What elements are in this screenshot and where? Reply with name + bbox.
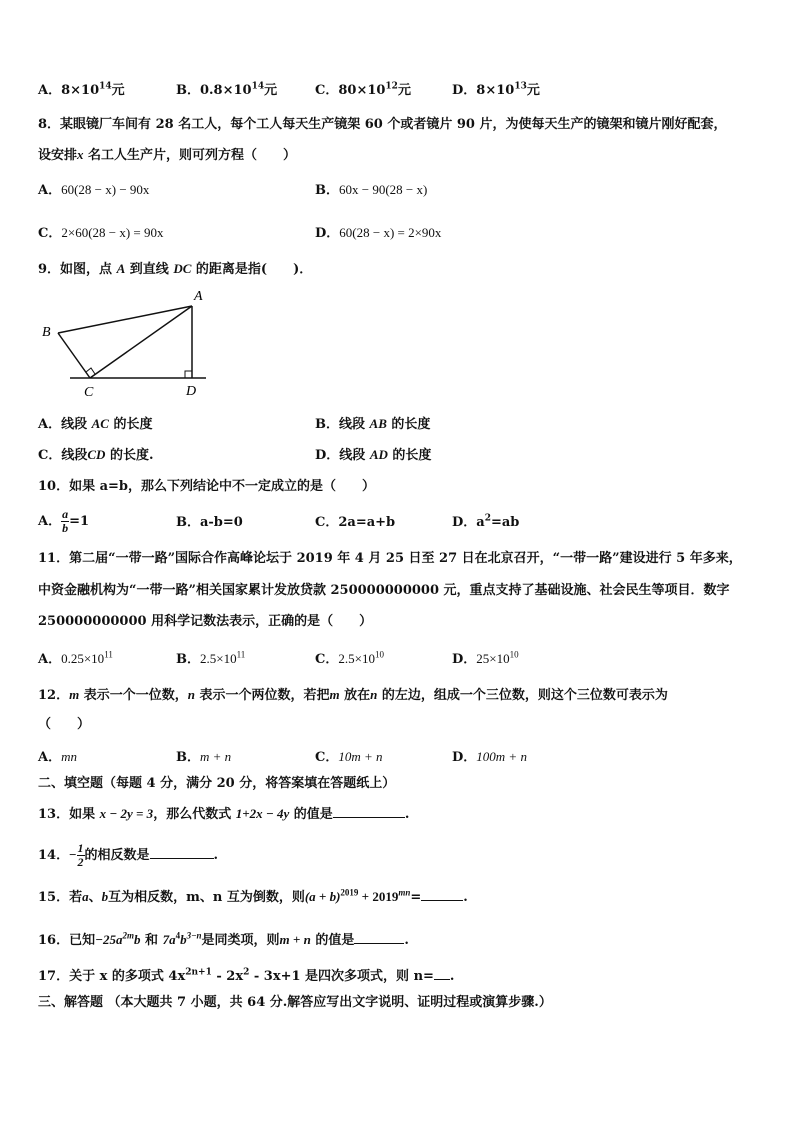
label-b: B [42, 325, 51, 340]
q15: 15．若a、b互为相反数，m、n 互为倒数，则$(a + b)^{2019} + 2019^{mn}=$ . [38, 887, 468, 905]
q9-option-a: A．线段 AC 的长度 [38, 416, 153, 432]
label-d: D [186, 384, 197, 399]
q11-option-a: A．$0.25\times 10^{11}$ [38, 649, 113, 667]
q8-option-b: B．60x − 90(28 − x) [315, 182, 428, 198]
q17-answer-blank[interactable] [434, 979, 450, 980]
q16-answer-blank[interactable] [354, 943, 404, 944]
q7-option-b: B．$0.8\times 10^{14}$元 [176, 81, 278, 98]
q10-option-d: D．$a^2=ab$ [452, 513, 520, 530]
q7-option-c: C．$80\times 10^{12}$元 [315, 81, 411, 98]
segment-bc [58, 333, 90, 378]
q13: 13．如果 x − 2y = 3，那么代数式 1+2x − 4y 的值是 . [38, 806, 410, 822]
section-2-heading: 二、填空题（每题 4 分，满分 20 分，将答案填在答题纸上） [38, 776, 396, 791]
q11-option-d: D．$25\times 10^{10}$ [452, 649, 519, 667]
q8-option-a: A．60(28 − x) − 90x [38, 182, 150, 198]
q9-figure [36, 284, 216, 400]
q8-option-d: D．60(28 − x) = 2×90x [315, 225, 442, 241]
q8-option-c: C．2×60(28 − x) = 90x [38, 225, 164, 241]
q7-option-a: A．$8\times 10^{14}$元 [38, 81, 125, 98]
label-c: C [84, 385, 94, 400]
q12-option-b: B．m + n [176, 749, 232, 765]
label-a: A [194, 289, 203, 304]
q14: 14．− $\frac{1}{2}$ 的相反数是 . [38, 841, 219, 869]
q8-stem-line2: 设安排x 名工人生产片，则可列方程（ ） [38, 147, 297, 163]
q12-stem-line2: （ ） [38, 717, 91, 732]
q12-option-d: D．100m + n [452, 749, 527, 765]
q13-answer-blank[interactable] [333, 817, 405, 818]
q10-option-b: B．a-b=0 [176, 515, 243, 530]
q12-option-c: C．10m + n [315, 749, 383, 765]
q11-stem-line2: 中资金融机构为“一带一路”相关国家累计发放贷款 250000000000 元，重点支持了基础设施、社会民生等项目．数字 [38, 583, 730, 598]
q17: 17．关于 x 的多项式 $4x^{2n+1} - 2x^2 - 3x+1$ 是四次多项式，则 n= . [38, 967, 455, 984]
q15-answer-blank[interactable] [421, 900, 463, 901]
q12-stem-line1: 12．m 表示一个一位数，n 表示一个两位数，若把m 放在n 的左边，组成一个三位数，则这个三位数可表示为 [38, 687, 668, 703]
q10-option-a: A． $\frac{a}{b}$ =1 [38, 507, 90, 535]
q11-stem-line1: 11．第二届“一带一路”国际合作高峰论坛于 2019 年 4 月 25 日至 27 日在北京召开，“一带一路”建设进行 5 年多来， [38, 551, 742, 566]
q8-stem-line1: 8．某眼镜厂车间有 28 名工人，每个工人每天生产镜架 60 个或者镜片 90 片，为使每天生产的镜架和镜片刚好配套， [38, 117, 727, 132]
q7-option-d: D．$8\times 10^{13}$元 [452, 81, 540, 98]
q9-option-b: B．线段 AB 的长度 [315, 416, 431, 432]
q9-stem: 9．如图，点 A 到直线 DC 的距离是指( )． [38, 261, 313, 277]
q9-option-d: D．线段 AD 的长度 [315, 447, 432, 463]
q9-option-c: C．线段CD 的长度. [38, 447, 154, 463]
q12-option-a: A．mn [38, 749, 77, 765]
q11-option-b: B．$2.5\times 10^{11}$ [176, 649, 246, 667]
q16: 16．已知$-25a^{2m}b$ 和 $7a^4b^{3-n}$是同类项，则m + n 的值是 . [38, 930, 409, 948]
right-angle-d [185, 371, 192, 378]
q11-stem-line3: 250000000000 用科学记数法表示，正确的是（ ） [38, 614, 373, 629]
section-3-heading: 三、解答题 （本大题共 7 小题，共 64 分.解答应写出文字说明、证明过程或演算步骤.） [38, 995, 552, 1010]
q11-option-c: C．$2.5\times 10^{10}$ [315, 649, 384, 667]
q10-option-c: C．2a=a+b [315, 515, 396, 530]
q10-stem: 10．如果 a=b，那么下列结论中不一定成立的是（ ） [38, 479, 376, 494]
q14-answer-blank[interactable] [150, 858, 214, 859]
